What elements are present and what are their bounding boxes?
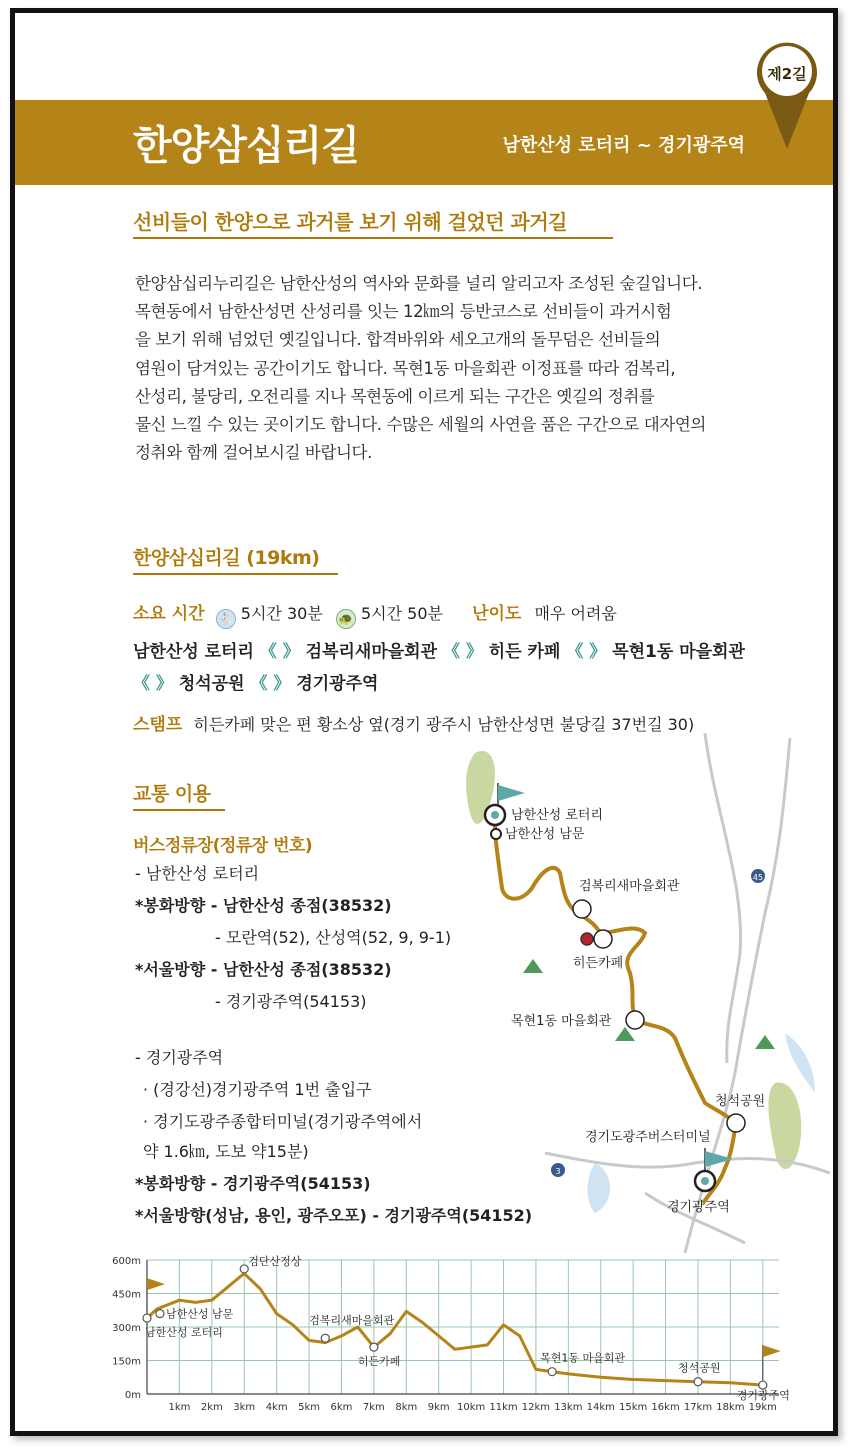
transport-heading: 교통 이용 <box>133 783 211 805</box>
y-tick-label: 600m <box>112 1256 141 1267</box>
village-point <box>573 900 591 918</box>
waypoint-marker <box>548 1368 556 1376</box>
waypoint-marker <box>759 1381 767 1389</box>
start-flag-icon <box>498 785 525 801</box>
x-tick-label: 13km <box>554 1402 583 1413</box>
bus-line: *서울방향 - 남한산성 종점(38532) <box>135 960 392 979</box>
time-fast: 5시간 50분 <box>360 604 443 623</box>
waypoint-label: 남한산성 남문 <box>165 1307 234 1321</box>
route-subtitle: 남한산성 로터리 ~ 경기광주역 <box>502 135 745 156</box>
waypoint-label: 남한산성 로터리 <box>145 1326 223 1340</box>
stamp-point-icon <box>581 933 593 945</box>
bus-line: - 남한산성 로터리 <box>135 864 260 883</box>
elevation-chart <box>95 1248 795 1418</box>
time-slow: 5시간 30분 <box>240 604 323 623</box>
y-tick-label: 0m <box>124 1390 141 1401</box>
forest-area <box>768 1083 801 1169</box>
route-stop: 남한산성 로터리 <box>133 642 254 662</box>
difficulty-label: 난이도 <box>472 604 522 624</box>
duration-row <box>133 599 617 629</box>
waypoint-marker <box>321 1334 329 1342</box>
bus-line: 약 1.6㎞, 도보 약15분) <box>143 1142 309 1161</box>
intro-line: 정취와 함께 걸어보시길 바랍니다. <box>135 443 372 463</box>
route-arrow-icon: 《 》 <box>133 674 173 694</box>
intro-line: 한양삼십리누리길은 남한산성의 역사와 문화를 널리 알리고자 조성된 숲길입니다. <box>135 274 703 293</box>
x-tick-label: 10km <box>456 1402 486 1413</box>
bus-line: *서울방향(성남, 용인, 광주오포) - 경기광주역(54152) <box>135 1206 533 1225</box>
x-tick-label: 19km <box>748 1402 777 1413</box>
x-tick-label: 16km <box>651 1402 680 1413</box>
route-stops-line-2 <box>133 669 378 694</box>
waypoint-label: 검복리새마을회관 <box>309 1314 395 1328</box>
turtle-icon: 🐢 <box>336 609 356 629</box>
x-tick-label: 12km <box>521 1402 551 1413</box>
route-number-badge: 제2길 <box>767 65 807 83</box>
waypoint-marker <box>143 1314 151 1322</box>
map-label: 경기도광주버스터미널 <box>585 1130 711 1145</box>
map-label: 검복리새마을회관 <box>579 879 680 894</box>
x-tick-label: 4km <box>265 1402 288 1413</box>
intro-underline <box>133 237 613 239</box>
intro-line: 염원이 담겨있는 공간이기도 합니다. 목현1동 마을회관 이정표를 따라 검복리, <box>135 358 676 378</box>
waypoint-marker <box>370 1343 378 1351</box>
bus-line: · (경강선)경기광주역 1번 출입구 <box>143 1080 372 1099</box>
mokhyeon-point <box>626 1011 644 1029</box>
title-banner <box>15 100 833 185</box>
stamp-row <box>133 710 694 735</box>
stamp-label: 스탬프 <box>133 715 183 735</box>
x-tick-label: 14km <box>586 1402 615 1413</box>
start-flag-icon <box>147 1278 165 1290</box>
x-tick-label: 15km <box>619 1402 648 1413</box>
route-stop: 검복리새마을회관 <box>305 642 438 662</box>
end-point-dot <box>701 1177 709 1185</box>
transport-underline <box>133 809 225 811</box>
route-stops-line-1 <box>133 637 745 662</box>
time-label: 소요 시간 <box>133 604 205 624</box>
x-tick-label: 3km <box>233 1402 256 1413</box>
end-flag-icon <box>763 1345 781 1357</box>
bus-line: - 경기광주역(54153) <box>215 992 367 1011</box>
intro-line: 산성리, 불당리, 오전리를 지나 목현동에 이르게 되는 구간은 옛길의 정취를 <box>135 386 655 406</box>
x-tick-label: 7km <box>362 1402 385 1413</box>
x-tick-label: 2km <box>200 1402 223 1413</box>
x-tick-label: 9km <box>427 1402 450 1413</box>
route-stop: 목현1동 마을회관 <box>612 642 745 662</box>
route-stop: 히든 카페 <box>488 642 561 662</box>
gate-point <box>491 829 501 839</box>
waypoint-label: 검단산정상 <box>248 1254 302 1268</box>
map-label: 남한산성 남문 <box>505 827 585 842</box>
x-tick-label: 5km <box>298 1402 321 1413</box>
route-arrow-icon: 《 》 <box>250 674 291 694</box>
intro-line: 목현동에서 남한산성면 산성리를 잇는 12㎞의 등반코스로 선비들이 과거시험 <box>135 302 672 322</box>
map-label: 경기광주역 <box>667 1200 730 1215</box>
intro-line: 을 보기 위해 넘었던 옛길입니다. 합격바위와 세오고개의 돌무덤은 선비들의 <box>135 330 661 350</box>
x-tick-label: 6km <box>330 1402 353 1413</box>
waypoint-marker <box>694 1378 702 1386</box>
intro-line: 물신 느낄 수 있는 곳이기도 합니다. 수많은 세월의 사연을 품은 구간으로 대자연의 <box>135 415 706 435</box>
x-tick-label: 18km <box>716 1402 745 1413</box>
x-tick-label: 17km <box>683 1402 713 1413</box>
waypoint-marker <box>156 1310 164 1318</box>
bus-line: · 경기도광주종합터미널(경기광주역에서 <box>143 1112 423 1131</box>
x-tick-label: 1km <box>168 1402 191 1413</box>
park-point <box>727 1114 745 1132</box>
bus-line: - 모란역(52), 산성역(52, 9, 9-1) <box>215 928 452 947</box>
x-tick-label: 8km <box>395 1402 418 1413</box>
waypoint-label: 청석공원 <box>677 1361 721 1375</box>
difficulty-value: 매우 어려움 <box>534 604 617 623</box>
map-label: 목현1동 마을회관 <box>511 1014 612 1029</box>
intro-paragraph <box>135 270 765 467</box>
course-heading: 한양삼십리길 (19km) <box>133 547 320 569</box>
bus-stop-heading: 버스정류장(정류장 번호) <box>133 836 313 856</box>
waypoint-marker <box>240 1265 248 1273</box>
route-arrow-icon: 《 》 <box>259 642 300 662</box>
mountain-icon <box>523 959 543 973</box>
bus-line: *봉화방향 - 남한산성 종점(38532) <box>135 896 392 915</box>
route-map <box>445 733 830 1253</box>
page-frame <box>10 8 838 1436</box>
map-label: 남한산성 로터리 <box>511 808 604 823</box>
road <box>705 733 741 1063</box>
route-stop: 청석공원 <box>178 674 245 694</box>
y-tick-label: 150m <box>112 1356 141 1368</box>
rabbit-icon: 🐇 <box>216 609 236 629</box>
water-area <box>588 1163 611 1213</box>
waypoint-label: 목현1동 마을회관 <box>540 1351 626 1365</box>
intro-heading: 선비들이 한양으로 과거를 보기 위해 걸었던 과거길 <box>133 210 567 234</box>
waypoint-label: 경기광주역 <box>736 1389 790 1403</box>
page-title: 한양삼십리길 <box>133 123 359 169</box>
map-label: 청석공원 <box>715 1094 766 1109</box>
bus-line: - 경기광주역 <box>135 1048 224 1067</box>
y-tick-label: 450m <box>112 1289 141 1301</box>
x-tick-label: 11km <box>489 1402 518 1413</box>
elevation-line <box>147 1273 763 1385</box>
route-stop: 경기광주역 <box>296 674 379 694</box>
road-number: 45 <box>752 873 764 882</box>
y-tick-label: 300m <box>112 1323 141 1334</box>
road-number: 3 <box>555 1167 561 1176</box>
waypoint-label: 히든카페 <box>357 1355 401 1369</box>
route-arrow-icon: 《 》 <box>566 642 607 662</box>
mountain-icon <box>755 1035 775 1049</box>
water-area <box>785 1033 815 1093</box>
cafe-point <box>594 930 612 948</box>
bus-line: *봉화방향 - 경기광주역(54153) <box>135 1174 371 1193</box>
route-arrow-icon: 《 》 <box>442 642 483 662</box>
start-point-dot <box>491 811 499 819</box>
location-pin-icon <box>755 31 819 151</box>
stamp-location: 히든카페 맞은 편 황소상 옆(경기 광주시 남한산성면 불당길 37번길 30) <box>193 715 695 734</box>
map-label: 히든카페 <box>573 956 624 971</box>
course-underline <box>133 573 338 575</box>
